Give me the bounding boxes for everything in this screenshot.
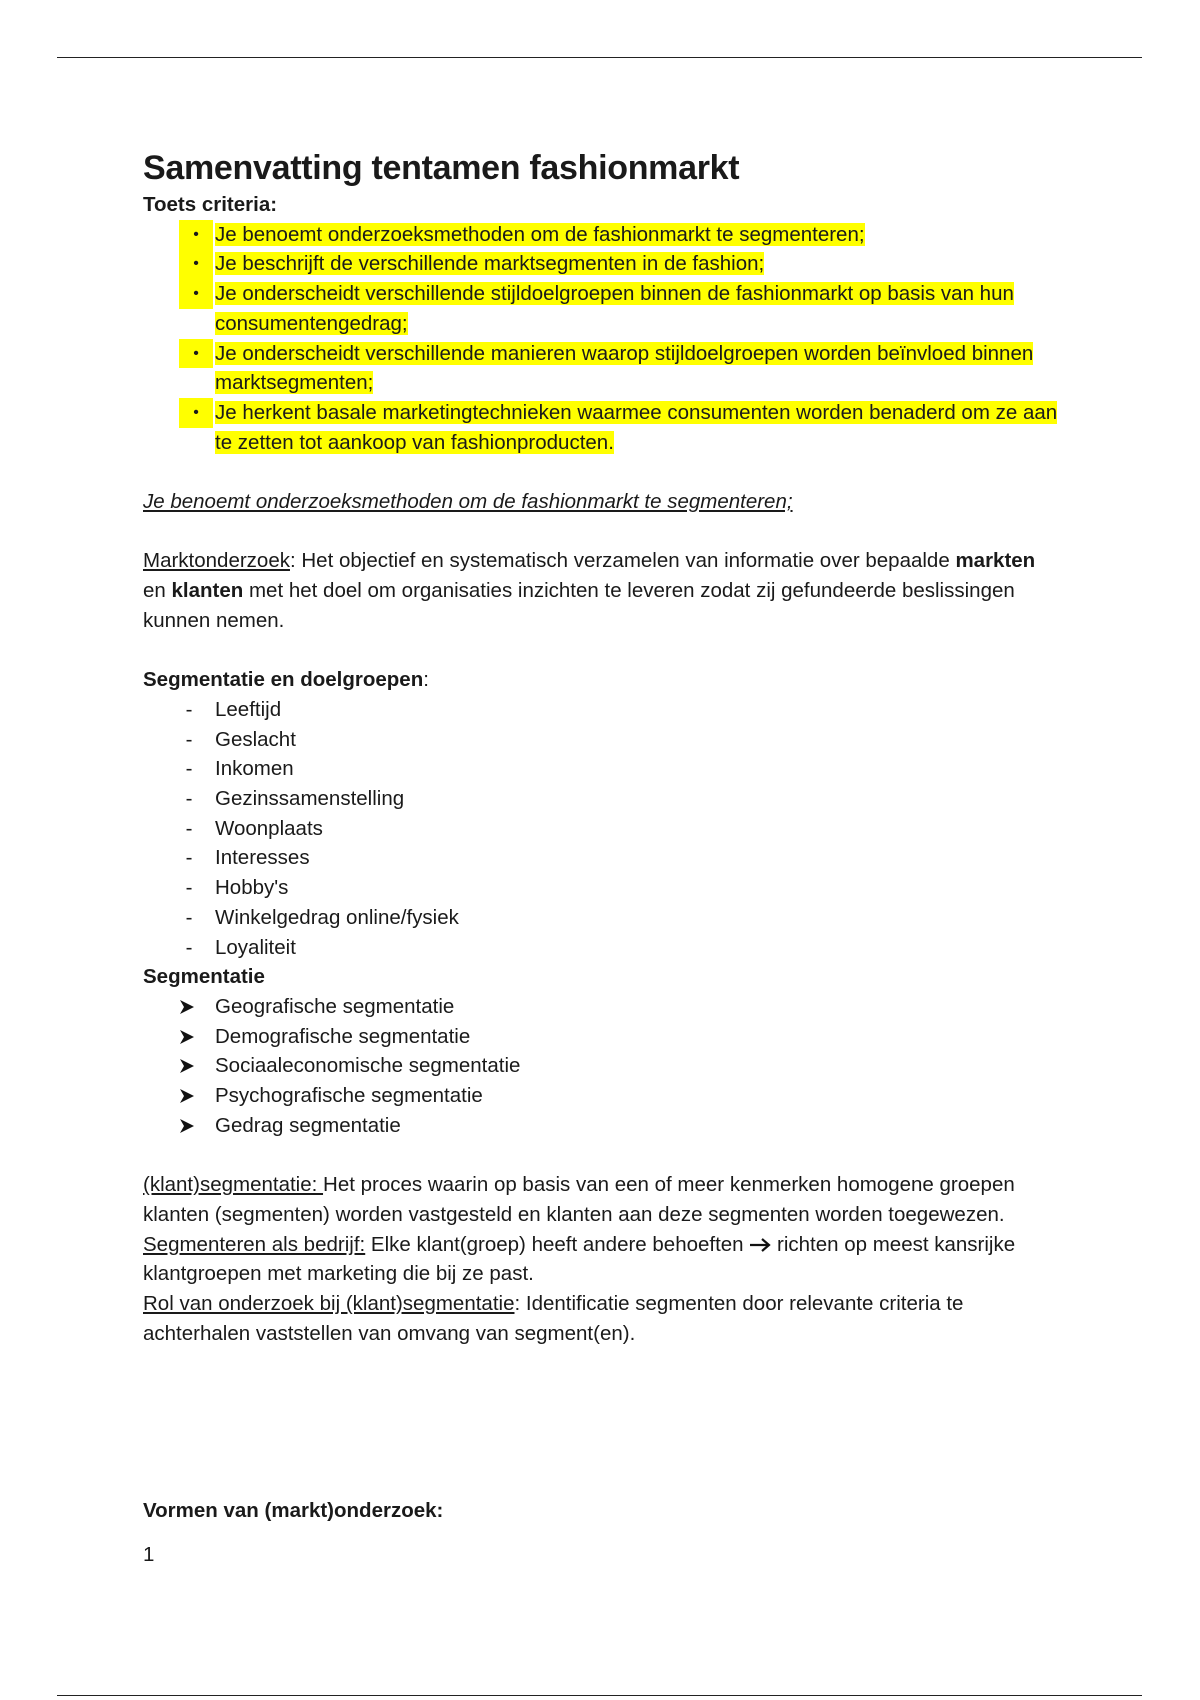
list-item: - Geslacht xyxy=(143,725,1063,755)
bullet-icon: • xyxy=(179,339,213,369)
segmenteren-bedrijf-term: Segmenteren als bedrijf: xyxy=(143,1232,366,1256)
document-page xyxy=(143,146,1063,1570)
arrowhead-icon xyxy=(179,1119,195,1133)
criteria-list xyxy=(143,220,1063,458)
dash-icon: - xyxy=(185,846,193,870)
list-item: - Inkomen xyxy=(143,754,1063,784)
segmentatie-list xyxy=(143,992,1063,1141)
list-item: - Hobby's xyxy=(143,873,1063,903)
list-item: - Leeftijd xyxy=(143,695,1063,725)
dash-icon: - xyxy=(185,727,193,751)
list-item: Psychografische segmentatie xyxy=(143,1081,1063,1111)
section-heading: Je benoemt onderzoeksmethoden om de fashionmarkt te segmenteren; xyxy=(143,490,793,514)
doelgroepen-list xyxy=(143,695,1063,962)
page-number: 1 xyxy=(143,1543,155,1567)
arrowhead-icon xyxy=(179,1030,195,1044)
segmenteren-bedrijf-paragraph: Segmenteren als bedrijf: Elke klant(groep) heeft andere behoeften richten op meest kansrijke klantgroepen met marketing die bij ze past. xyxy=(143,1232,1016,1286)
arrowhead-icon xyxy=(179,1089,195,1103)
top-rule xyxy=(57,57,1142,58)
klantsegmentatie-paragraph: (klant)segmentatie: Het proces waarin op basis van een of meer kenmerken homogene groepen klanten (segmenten) worden vastgesteld en klanten aan deze segmenten worden toegewezen. xyxy=(143,1173,1015,1226)
criteria-item: • Je onderscheidt verschillende manieren waarop stijldoelgroepen worden beïnvloed binnen marktsegmenten; xyxy=(143,339,1063,398)
criteria-item: • Je benoemt onderzoeksmethoden om de fashionmarkt te segmenteren; xyxy=(143,220,1063,250)
rol-onderzoek-term: Rol van onderzoek bij (klant)segmentatie xyxy=(143,1291,515,1315)
list-item: - Interesses xyxy=(143,843,1063,873)
criteria-item: • Je beschrijft de verschillende marktsegmenten in de fashion; xyxy=(143,249,1063,279)
list-item: Geografische segmentatie xyxy=(143,992,1063,1022)
dash-icon: - xyxy=(185,757,193,781)
dash-icon: - xyxy=(185,697,193,721)
criteria-item: • Je herkent basale marketingtechnieken waarmee consumenten worden benaderd om ze aan te zetten tot aankoop van fashionproducten. xyxy=(143,398,1063,457)
list-item: - Winkelgedrag online/fysiek xyxy=(143,903,1063,933)
segmentatie-doelgroepen-heading: Segmentatie en doelgroepen: xyxy=(143,668,429,692)
dash-icon: - xyxy=(185,905,193,929)
list-item: - Loyaliteit xyxy=(143,933,1063,963)
marktonderzoek-paragraph: Marktonderzoek: Het objectief en systematisch verzamelen van informatie over bepaalde markten en klanten met het doel om organisaties inzichten te leveren zodat zij gefundeerde beslissingen kunnen nemen. xyxy=(143,549,1036,632)
klantsegmentatie-term: (klant)segmentatie: xyxy=(143,1173,324,1197)
dash-icon: - xyxy=(185,935,193,959)
bullet-icon: • xyxy=(179,220,213,250)
arrowhead-icon xyxy=(179,1000,195,1014)
list-item: Demografische segmentatie xyxy=(143,1022,1063,1052)
criteria-heading: Toets criteria: xyxy=(143,193,278,216)
segmentatie-heading: Segmentatie xyxy=(143,965,265,989)
bullet-icon: • xyxy=(179,398,213,428)
list-item: Gedrag segmentatie xyxy=(143,1111,1063,1141)
document-title: Samenvatting tentamen fashionmarkt xyxy=(143,149,740,187)
arrowhead-icon xyxy=(179,1059,195,1073)
bullet-icon: • xyxy=(179,249,213,279)
list-item: - Woonplaats xyxy=(143,814,1063,844)
dash-icon: - xyxy=(185,816,193,840)
criteria-item: • Je onderscheidt verschillende stijldoelgroepen binnen de fashionmarkt op basis van hun consumentengedrag; xyxy=(143,279,1063,338)
dash-icon: - xyxy=(185,787,193,811)
list-item: Sociaaleconomische segmentatie xyxy=(143,1051,1063,1081)
right-arrow-icon xyxy=(749,1238,771,1252)
vormen-heading: Vormen van (markt)onderzoek: xyxy=(143,1499,444,1523)
bottom-rule xyxy=(57,1695,1142,1696)
bullet-icon: • xyxy=(179,279,213,309)
marktonderzoek-term: Marktonderzoek xyxy=(143,549,290,573)
list-item: - Gezinssamenstelling xyxy=(143,784,1063,814)
rol-onderzoek-paragraph: Rol van onderzoek bij (klant)segmentatie: Identificatie segmenten door relevante criteria te achterhalen vaststellen van omvang van segment(en). xyxy=(143,1291,964,1345)
dash-icon: - xyxy=(185,876,193,900)
